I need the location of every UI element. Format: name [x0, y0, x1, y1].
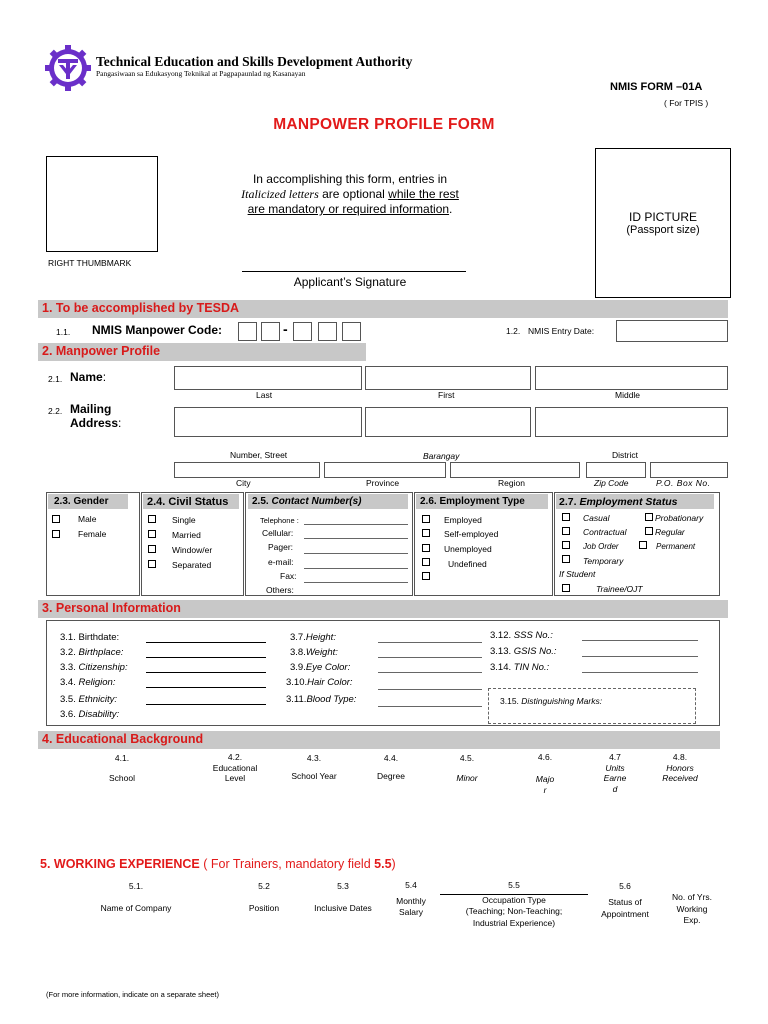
- female-checkbox[interactable]: [52, 530, 60, 538]
- blood-type-number: 3.11.: [286, 694, 307, 705]
- work-col-salary: [388, 880, 434, 919]
- edu-col-level-label-1: Educational: [212, 762, 258, 773]
- entry-date-field[interactable]: [616, 320, 728, 342]
- edu-col-level: [200, 752, 270, 784]
- edu-col-minor-number: 4.5.: [459, 753, 475, 763]
- disability-text: Disability:: [78, 709, 120, 720]
- manpower-code-box-2[interactable]: [261, 322, 280, 341]
- eye-color-line[interactable]: [378, 672, 482, 673]
- contact-title: [252, 496, 361, 507]
- permanent-checkbox[interactable]: [639, 541, 647, 549]
- single-checkbox[interactable]: [148, 515, 156, 523]
- name-label-colon: :: [102, 370, 107, 384]
- disability-number: 3.6.: [60, 709, 76, 720]
- weight-line[interactable]: [378, 657, 482, 658]
- instructions-line-3: [214, 202, 486, 217]
- mailing-label: Mailing: [70, 402, 112, 416]
- distinguishing-marks-box[interactable]: [488, 688, 696, 724]
- casual-label: Casual: [583, 513, 610, 523]
- signature-label: Applicant’s Signature: [293, 275, 407, 289]
- instructions-optional: are optional: [318, 187, 389, 201]
- entry-date-label: NMIS Entry Date:: [528, 326, 595, 336]
- name-label: [70, 370, 106, 384]
- eye-color-text: Eye Color:: [305, 662, 351, 673]
- signature-line[interactable]: [242, 271, 466, 272]
- tesda-logo: [44, 44, 92, 92]
- edu-col-year-number: 4.3.: [306, 753, 322, 763]
- edu-col-honors-label-1: Honors: [666, 762, 694, 773]
- for-tpis-note: ( For TPIS ): [664, 98, 709, 108]
- province-field[interactable]: [324, 462, 446, 478]
- district-field[interactable]: [535, 407, 728, 437]
- edu-col-degree-label: Degree: [377, 771, 405, 781]
- item-1-2-number: 1.2.: [506, 326, 521, 336]
- gender-title: 2.3. Gender: [54, 496, 109, 507]
- work-col-years-label-1: No. of Yrs.: [672, 892, 712, 902]
- job-order-checkbox[interactable]: [562, 541, 570, 549]
- empstatus-title-number: 2.7.: [559, 496, 580, 508]
- work-col-years-label-2: Working: [676, 903, 708, 914]
- section-5-header: [40, 857, 396, 871]
- married-checkbox[interactable]: [148, 530, 156, 538]
- male-checkbox[interactable]: [52, 515, 60, 523]
- work-col-company-label: Name of Company: [100, 903, 172, 913]
- region-label: Region: [498, 478, 525, 488]
- contractual-label: Contractual: [583, 527, 627, 537]
- hair-color-line[interactable]: [378, 689, 482, 690]
- edu-col-units-label-3: d: [612, 783, 618, 794]
- work-col-dates-label: Inclusive Dates: [314, 903, 372, 913]
- contact-title-number: 2.5.: [252, 496, 272, 507]
- form-title: MANPOWER PROFILE FORM: [273, 116, 495, 133]
- address-label-text: Address: [70, 416, 119, 430]
- distinguishing-marks-label: [500, 696, 602, 706]
- address-label-colon: :: [118, 416, 122, 430]
- telephone-label: Telephone :: [260, 516, 299, 525]
- edu-col-honors-number: 4.8.: [672, 752, 688, 762]
- employment-status-title: [559, 496, 677, 508]
- regular-checkbox[interactable]: [645, 527, 653, 535]
- form-number: NMIS FORM –01A: [610, 81, 703, 93]
- barangay-field[interactable]: [365, 407, 531, 437]
- district-label: District: [612, 450, 638, 460]
- work-col-occupation-label-3: Industrial Experience): [472, 917, 556, 928]
- edu-col-units: [592, 752, 638, 794]
- region-field[interactable]: [450, 462, 580, 478]
- religion-line[interactable]: [146, 687, 266, 688]
- edu-col-school-number: 4.1.: [114, 753, 130, 763]
- barangay-label: Barangay: [423, 451, 460, 461]
- work-col-occupation-label-1: Occupation Type: [440, 894, 588, 907]
- street-label: Number, Street: [230, 450, 288, 460]
- job-order-label: Job Order: [583, 542, 619, 551]
- item-2-1-number: 2.1.: [48, 374, 63, 384]
- email-line[interactable]: [304, 568, 408, 569]
- ethnicity-text: Ethnicity:: [78, 694, 118, 705]
- manpower-code-label: NMIS Manpower Code:: [92, 323, 223, 337]
- hair-color-number: 3.10.: [286, 677, 308, 688]
- height-text: Height:: [305, 632, 336, 643]
- id-picture-label: ID PICTURE: [628, 210, 697, 224]
- marks-number: 3.15.: [500, 696, 519, 706]
- work-col-years: [662, 892, 722, 927]
- instructions-italic: Italicized letters: [241, 187, 319, 201]
- city-label: City: [236, 478, 251, 488]
- blood-type-label: [286, 694, 356, 705]
- fax-line[interactable]: [304, 582, 408, 583]
- item-1-1-number: 1.1.: [56, 327, 71, 337]
- gsis-line[interactable]: [582, 656, 698, 657]
- birthplace-line[interactable]: [146, 657, 266, 658]
- contact-title-text: Contact Number(s): [271, 496, 362, 507]
- eye-color-number: 3.9.: [290, 662, 306, 673]
- ethnicity-line[interactable]: [146, 704, 266, 705]
- pobox-field[interactable]: [650, 462, 728, 478]
- section-3-header: 3. Personal Information: [38, 600, 728, 618]
- work-col-salary-number: 5.4: [405, 880, 417, 890]
- footnote: (For more information, indicate on a separate sheet): [46, 990, 220, 999]
- manpower-code-box-5[interactable]: [342, 322, 361, 341]
- address-label: [70, 416, 121, 430]
- undefined-checkbox[interactable]: [422, 558, 430, 566]
- citizenship-text: Citizenship:: [78, 662, 128, 673]
- widower-label: Window/er: [172, 545, 213, 555]
- sss-text: SSS No.:: [513, 630, 553, 641]
- province-label: Province: [366, 478, 400, 488]
- others-label: Others:: [266, 585, 294, 595]
- religion-text: Religion:: [78, 677, 116, 688]
- disability-label: [60, 709, 119, 720]
- work-col-occupation: [440, 880, 588, 929]
- item-2-2-number: 2.2.: [48, 406, 63, 416]
- work-col-position-label: Position: [248, 903, 280, 913]
- marks-text: Distinguishing Marks:: [521, 696, 603, 706]
- height-number: 3.7.: [290, 632, 306, 643]
- edu-col-minor-label: Minor: [456, 773, 478, 783]
- manpower-code-dash: -: [283, 321, 288, 337]
- widower-checkbox[interactable]: [148, 545, 156, 553]
- emptype-extra-checkbox[interactable]: [422, 572, 430, 580]
- instructions-line-2: [214, 187, 486, 202]
- tin-line[interactable]: [582, 672, 698, 673]
- work-col-appointment-label-1: Status of: [608, 897, 642, 907]
- weight-number: 3.8.: [290, 647, 306, 658]
- work-col-dates-number: 5.3: [337, 881, 349, 891]
- first-name-label: First: [438, 390, 455, 400]
- single-label: Single: [172, 515, 196, 525]
- zip-code-label: Zip Code: [594, 478, 629, 488]
- hair-color-text: Hair Color:: [307, 677, 353, 688]
- unemployed-checkbox[interactable]: [422, 544, 430, 552]
- height-label: [290, 632, 336, 643]
- edu-col-units-label-1: Units: [605, 762, 625, 773]
- edu-col-minor: [444, 752, 490, 784]
- sss-line[interactable]: [582, 640, 698, 641]
- ethnicity-number: 3.5.: [60, 694, 76, 705]
- city-field[interactable]: [174, 462, 320, 478]
- self-employed-label: Self-employed: [444, 529, 499, 539]
- instructions-mandatory: are mandatory or required information: [247, 202, 450, 216]
- birthplace-text: Birthplace:: [78, 647, 124, 658]
- work-col-occupation-label-2: (Teaching; Non-Teaching;: [465, 906, 563, 916]
- edu-col-major-number: 4.6.: [537, 752, 553, 762]
- employment-type-title: 2.6. Employment Type: [420, 496, 525, 507]
- work-col-company: [90, 880, 182, 914]
- pager-label: Pager:: [268, 542, 294, 552]
- eye-color-label: [290, 662, 350, 673]
- manpower-code-box-1[interactable]: [238, 322, 257, 341]
- instructions-while: while the rest: [388, 187, 459, 201]
- birthplace-number: 3.2.: [60, 647, 76, 658]
- blood-type-line[interactable]: [378, 706, 482, 707]
- zip-code-field[interactable]: [586, 462, 646, 478]
- instructions-period: .: [449, 202, 453, 216]
- fax-label: Fax:: [280, 571, 297, 581]
- middle-name-label: Middle: [615, 390, 641, 400]
- edu-col-level-label-2: Level: [224, 773, 246, 783]
- edu-col-major-label-1: Majo: [535, 774, 555, 784]
- section-1-header: 1. To be accomplished by TESDA: [38, 300, 728, 318]
- last-name-field[interactable]: [174, 366, 362, 390]
- employed-label: Employed: [444, 515, 482, 525]
- sec5-title-field: 5.5: [374, 857, 392, 871]
- instructions: [214, 172, 486, 217]
- edu-col-units-label-2: Earne: [603, 773, 627, 783]
- edu-col-school: [92, 752, 152, 784]
- permanent-label: Permanent: [656, 542, 696, 551]
- work-col-dates: [306, 880, 380, 914]
- passport-size-label: (Passport size): [626, 224, 700, 236]
- sec5-title-note: ( For Trainers, mandatory field: [203, 857, 375, 871]
- hair-color-label: [286, 677, 353, 688]
- female-label: Female: [78, 529, 107, 539]
- birthdate-label: 3.1. Birthdate:: [60, 632, 120, 643]
- work-col-occupation-number: 5.5: [508, 880, 520, 890]
- trainee-checkbox[interactable]: [562, 584, 570, 592]
- edu-col-honors: [652, 752, 708, 784]
- edu-col-level-number: 4.2.: [227, 752, 243, 762]
- unemployed-label: Unemployed: [444, 544, 492, 554]
- edu-col-major: [522, 752, 568, 796]
- height-line[interactable]: [378, 642, 482, 643]
- edu-col-honors-label-2: Received: [662, 773, 698, 783]
- blood-type-text: Blood Type:: [306, 694, 357, 705]
- agency-name: Technical Education and Skills Development Authority: [96, 54, 413, 69]
- citizenship-line[interactable]: [146, 672, 266, 673]
- edu-col-year-label: School Year: [291, 771, 337, 781]
- pobox-label: P.O. Box No.: [656, 478, 711, 488]
- manpower-code-box-4[interactable]: [318, 322, 337, 341]
- edu-col-major-label-2: r: [543, 785, 547, 795]
- male-label: Male: [78, 514, 97, 524]
- first-name-field[interactable]: [365, 366, 531, 390]
- temporary-checkbox[interactable]: [562, 555, 570, 563]
- cellular-line[interactable]: [304, 538, 408, 539]
- employed-checkbox[interactable]: [422, 515, 430, 523]
- work-col-years-label-3: Exp.: [683, 915, 701, 925]
- weight-text: Weight:: [305, 647, 338, 658]
- gsis-text: GSIS No.:: [513, 646, 557, 657]
- separated-checkbox[interactable]: [148, 560, 156, 568]
- sss-label: [490, 630, 553, 641]
- if-student-label: If Student: [559, 569, 596, 579]
- edu-col-school-label: School: [109, 773, 135, 783]
- empstatus-title-text: Employment Status: [579, 496, 678, 508]
- work-col-appointment-label-2: Appointment: [601, 909, 649, 919]
- last-name-label: Last: [256, 390, 273, 400]
- edu-col-school-year: [282, 752, 346, 782]
- work-col-salary-label-2: Salary: [398, 907, 424, 917]
- manpower-code-box-3[interactable]: [293, 322, 312, 341]
- religion-label: [60, 677, 115, 688]
- gsis-number: 3.13.: [490, 646, 512, 657]
- probationary-label: Probationary: [655, 513, 704, 523]
- sec5-title-close: ): [391, 857, 396, 871]
- email-label: e-mail:: [268, 557, 294, 567]
- thumbmark-box: [46, 156, 158, 252]
- weight-label: [290, 647, 338, 658]
- trainee-label: Trainee/OJT: [596, 584, 643, 594]
- work-col-appointment: [592, 880, 658, 920]
- casual-checkbox[interactable]: [562, 513, 570, 521]
- cellular-label: Cellular:: [262, 528, 294, 538]
- work-col-position-number: 5.2: [258, 881, 270, 891]
- gsis-label: [490, 646, 557, 657]
- undefined-label: Undefined: [448, 559, 487, 569]
- edu-col-degree-number: 4.4.: [383, 753, 399, 763]
- section-4-header: 4. Educational Background: [38, 731, 720, 749]
- birthplace-label: [60, 647, 123, 658]
- ethnicity-label: [60, 694, 117, 705]
- tin-number: 3.14.: [490, 662, 512, 673]
- probationary-checkbox[interactable]: [645, 513, 653, 521]
- civil-status-title: 2.4. Civil Status: [147, 496, 229, 508]
- birthdate-line[interactable]: [146, 642, 266, 643]
- sss-number: 3.12.: [490, 630, 512, 641]
- self-employed-checkbox[interactable]: [422, 529, 430, 537]
- instructions-line-1: In accomplishing this form, entries in: [252, 172, 448, 186]
- section-2-header: 2. Manpower Profile: [38, 343, 366, 361]
- name-label-text: Name: [70, 370, 103, 384]
- edu-col-units-number: 4.7: [609, 752, 621, 762]
- sec5-title-main: 5. WORKING EXPERIENCE: [40, 857, 200, 871]
- work-col-salary-label-1: Monthly: [396, 895, 426, 906]
- pager-line[interactable]: [304, 553, 408, 554]
- married-label: Married: [172, 530, 201, 540]
- agency-name-tagalog: Pangasiwaan sa Edukasyong Teknikal at Pagpapaunlad ng Kasanayan: [96, 69, 306, 78]
- work-col-appointment-number: 5.6: [619, 881, 631, 891]
- separated-label: Separated: [172, 560, 212, 570]
- middle-name-field[interactable]: [535, 366, 728, 390]
- regular-label: Regular: [655, 527, 685, 537]
- tin-text: TIN No.:: [513, 662, 550, 673]
- street-field[interactable]: [174, 407, 362, 437]
- work-col-company-number: 5.1.: [128, 881, 144, 891]
- work-col-position: [238, 880, 290, 914]
- religion-number: 3.4.: [60, 677, 76, 688]
- tin-label: [490, 662, 549, 673]
- edu-col-degree: [366, 752, 416, 782]
- telephone-line[interactable]: [304, 524, 408, 525]
- temporary-label: Temporary: [583, 556, 624, 566]
- citizenship-number: 3.3.: [60, 662, 76, 673]
- contractual-checkbox[interactable]: [562, 527, 570, 535]
- thumbmark-label: RIGHT THUMBMARK: [48, 258, 132, 268]
- citizenship-label: [60, 662, 128, 673]
